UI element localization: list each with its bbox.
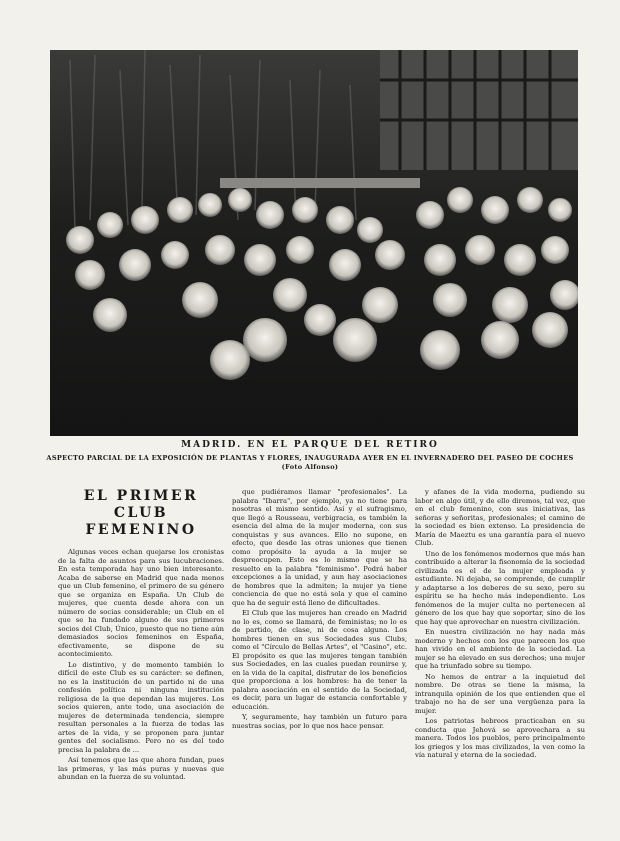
paragraph: Uno de los fenómenos modernos que más han contribuido a alterar la fisonomía de la sociedad civilizada es el de la mujer empleada y estudiante. Ni dejaba, se comprende, de cumplir y adaptarse a los deberes de su sexo, pero su espíritu se ha hecho más independiente. Los fenómenos de la mujer culta no pertenecen al género de los que hay que soportar, sino de los que hay que aprovechar en nuestra civilización.	[415, 549, 585, 626]
paragraph: El Club que las mujeres han creado en Madrid no lo es, como se llamará, de feministas; no lo es de partido, de clase, ni de cosa alguna. Los hombres tienen en sus Sociedades sus Clubs, como el "Círculo de Bellas Artes", el "Casino", etc. El propósito es que las mujeres tengan también sus Sociedades, en las cuales puedan reunirse y, en la vida de la capital, disfrutar de los beneficios que proporciona a los hombres: ha de tener la palabra asociación en el sentido de la Sociedad, es decir, para un lugar de estancia confortable y educación.	[232, 609, 407, 711]
paragraph: y afanes de la vida moderna, pudiendo su labor en algo útil, y de ello diremos, tal vez, que en el club femenino, con sus iniciativas, las señoras y señoritas, profesionales; el camino de la sociedad es bien extenso. La presidencia de María de Maeztu es una garantía para el nuevo Club.	[415, 488, 585, 547]
paragraph: Los patriotas hebreos practicaban en su conducta que Jehová se aprovechara a su manera. Todos los pueblos, pero principalmente los griegos y los mas civilizados, la ven como la vía natural y eterna de la sociedad.	[415, 717, 585, 759]
paragraph: Algunas veces echan quejarse los cronistas de la falta de asuntos para sus lucubraciones. En esta temporada hay uno bien interesante. Acaba de saberse en Madrid que nada menos que un Club femenino, el primero de su género que se organiza en España. Un Club de mujeres, que cuenta desde ahora con un número de socias considerable; un Club en el que se ha fundado alguno de sus primeros socios del Club, Único, puesto que no tiene aún demasiados socios femeninos en España, efectivamente, se dispone de su acontecimiento.	[58, 548, 224, 658]
paragraph: En nuestra civilización no hay nada más moderno y hechos con los que parecen los que han vivido en el ambiente de la sociedad. La mujer se ha elevado en sus derechos; una mujer que ha triunfado sobre su tiempo.	[415, 628, 585, 670]
headline-line-1: EL PRIMER CLUB	[83, 488, 199, 521]
garden-photo	[50, 50, 578, 436]
headline-line-2: FEMENINO	[85, 522, 197, 538]
photo-caption-description: ASPECTO PARCIAL DE LA EXPOSICIÓN DE PLANTAS Y FLORES, INAUGURADA AYER EN EL INVERNADERO DEL PASEO DE COCHES (Foto Alfonso)	[46, 454, 574, 471]
article-headline	[58, 488, 224, 539]
article-column-2	[232, 488, 407, 818]
paragraph: No hemos de entrar a la inquietud del nombre. De otras se tiene la misma, la intranquila opinión de los que entienden que el trabajo no ha de ser una vergüenza para la mujer.	[415, 672, 585, 715]
garden-photo-icon	[50, 50, 578, 436]
article-column-1	[58, 488, 224, 818]
paragraph: Lo distintivo, y de momento también lo difícil de este Club es su carácter: se definen, no es la institución de un partido ni de una confesión política ni ninguna institución religiosa de la que dependan las mujeres. Los socios quieren, ante todo, una asociación de mujeres de determinada tendencia, siempre resultan personales a la fuerza de todas las artes de la vida, y se proponen para juntar gentes del socialismo. Pero no es del todo precisa la palabra de ...	[58, 660, 224, 754]
article-column-3	[415, 488, 585, 818]
photo-caption-title: MADRID. EN EL PARQUE DEL RETIRO	[181, 440, 439, 450]
paragraph: Así tenemos que las que ahora fundan, pues las primeras, y las más puras y nuevas que abundan en la fuerza de su voluntad.	[58, 756, 224, 781]
paragraph: que pudiéramos llamar "profesionales". La palabra "Ibarra", por ejemplo, ya no tiene para nosotras el mismo sentido. Así y el sufragismo, que llegó a Rousseau, verbigracia, es también la esencia del alma de la mujer moderna, con sus conquistas y sus avances. Ello no supone, en efecto, que desde las otras uniones que tienen como propósito la ayuda a la mujer se despreocupen. Esto es lo mismo que se ha resuelto en la palabra "feminismo". Podrá haber excepciones a la unidad, y aun hay asociaciones de hombres que la admiten; la mujer ya tiene conciencia de que no está sola y que el camino que ha de seguir está lleno de dificultades.	[232, 488, 407, 607]
paragraph: Y, seguramente, hay también un futuro para nuestras socias, por lo que nos hace pensar.	[232, 713, 407, 730]
